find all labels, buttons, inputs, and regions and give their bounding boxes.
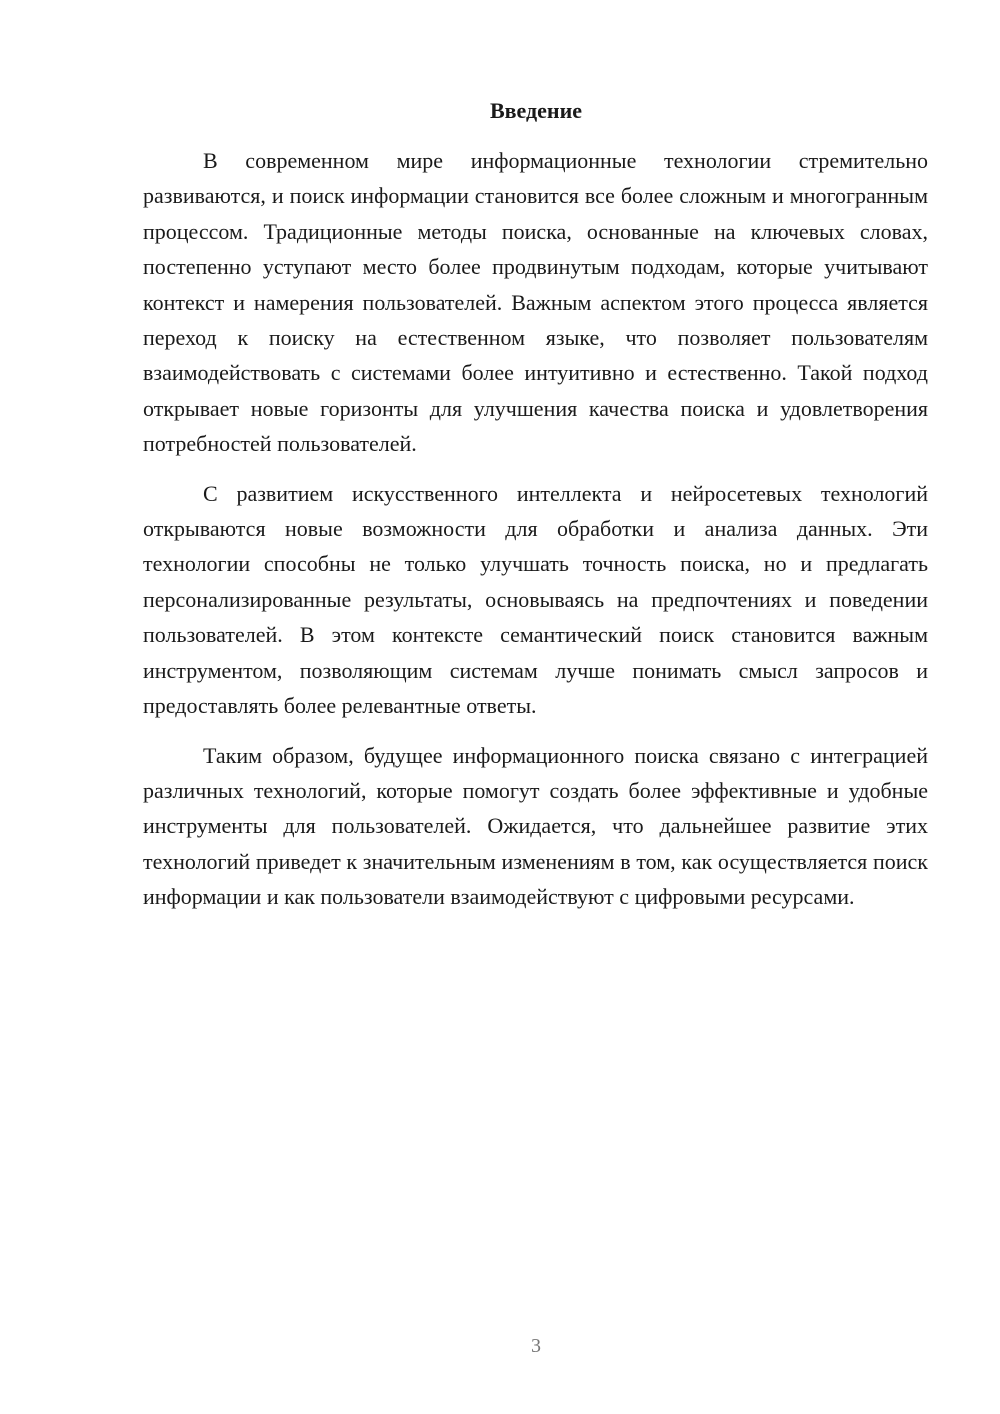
paragraph-1: В современном мире информационные технологии стремительно развиваются, и поиск информации становится все более сложным и многогранным процессом. Традиционные методы поиска, основанные на ключевых словах, постепенно уступают место более продвинутым подходам, которые учитывают контекст и намерения пользователей. Важным аспектом этого процесса является переход к поиску на естественном языке, что позволяет пользователям взаимодействовать с системами более интуитивно и естественно. Такой подход открывает новые горизонты для улучшения качества поиска и удовлетворения потребностей пользователей. (143, 148, 928, 457)
paragraph-3: Таким образом, будущее информационного поиска связано с интеграцией различных технологий, которые помогут создать более эффективные и удобные инструменты для пользователей. Ожидается, что дальнейшее развитие этих технологий приведет к значительным изменениям в том, как осуществляется поиск информации и как пользователи взаимодействуют с цифровыми ресурсами. (143, 742, 928, 910)
section-heading: Введение (489, 98, 583, 123)
page-number: 3 (531, 1335, 541, 1357)
paragraph-2: С развитием искусственного интеллекта и нейросетевых технологий открываются новые возможности для обработки и анализа данных. Эти технологии способны не только улучшать точность поиска, но и предлагать персонализированные результаты, основываясь на предпочтениях и поведении пользователей. В этом контексте семантический поиск становится важным инструментом, позволяющим системам лучше понимать смысл запросов и предоставлять более релевантные ответы. (143, 480, 928, 719)
body-text (143, 143, 928, 929)
